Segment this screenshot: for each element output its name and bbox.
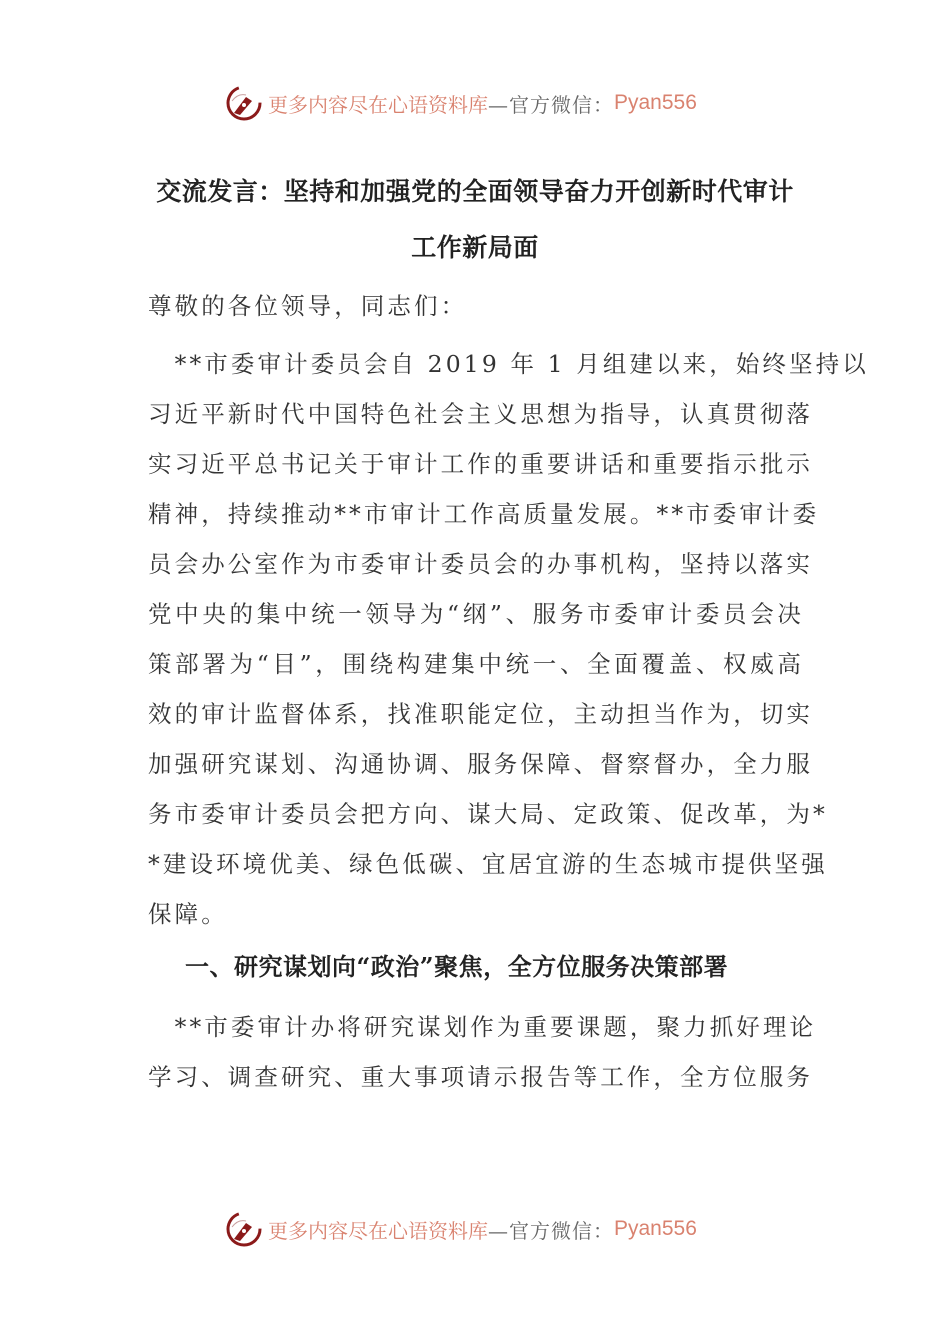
watermark-wechat-id: Pyan556: [614, 91, 697, 114]
paragraph-line: 员会办公室作为市委审计委员会的办事机构，坚持以落实: [148, 550, 813, 578]
paragraph-line: 务市委审计委员会把方向、谋大局、定政策、促改革，为*: [148, 800, 828, 828]
watermark-main-text: 更多内容尽在心语资料库: [268, 92, 488, 117]
watermark-separator-text: —官方微信：: [488, 92, 614, 117]
paragraph-line: 效的审计监督体系，找准职能定位，主动担当作为，切实: [148, 700, 813, 728]
paragraph-line: 实习近平总书记关于审计工作的重要讲话和重要指示批示: [148, 450, 813, 478]
paragraph-line: 精神，持续推动**市审计工作高质量发展。**市委审计委: [148, 500, 820, 528]
section-heading-1: 一、研究谋划向“政治”聚焦，全方位服务决策部署: [185, 952, 729, 981]
watermark-wechat-id: Pyan556: [614, 1217, 697, 1240]
title-line-2: 工作新局面: [411, 233, 539, 262]
paragraph-line: 习近平新时代中国特色社会主义思想为指导，认真贯彻落: [148, 400, 813, 428]
document-title: [148, 164, 802, 276]
title-line-1: 交流发言：坚持和加强党的全面领导奋力开创新时代审计: [156, 177, 794, 206]
greeting-text: 尊敬的各位领导，同志们：: [148, 292, 468, 320]
pen-nib-logo-icon: [224, 1209, 264, 1249]
watermark-footer: [224, 1207, 697, 1251]
pen-nib-logo-icon: [224, 83, 264, 123]
paragraph-line: 策部署为“目”，围绕构建集中统一、全面覆盖、权威高: [148, 650, 804, 678]
paragraph-line: **市委审计办将研究谋划作为重要课题，聚力抓好理论: [148, 1013, 817, 1041]
paragraph-line: 加强研究谋划、沟通协调、服务保障、督察督办，全力服: [148, 750, 813, 778]
paragraph-line: 党中央的集中统一领导为“纲”、服务市委审计委员会决: [148, 600, 804, 628]
paragraph-line: 保障。: [148, 900, 228, 928]
paragraph-line: **市委审计委员会自 2019 年 1 月组建以来，始终坚持以: [148, 350, 869, 378]
watermark-separator-text: —官方微信：: [488, 1218, 614, 1243]
paragraph-line: *建设环境优美、绿色低碳、宜居宜游的生态城市提供坚强: [148, 850, 828, 878]
paragraph-intro: [148, 339, 869, 939]
greeting: [148, 281, 804, 331]
paragraph-line: 学习、调查研究、重大事项请示报告等工作，全方位服务: [148, 1063, 813, 1091]
watermark-header: [224, 81, 697, 125]
paragraph-section-1: [148, 1002, 817, 1102]
watermark-main-text: 更多内容尽在心语资料库: [268, 1218, 488, 1243]
